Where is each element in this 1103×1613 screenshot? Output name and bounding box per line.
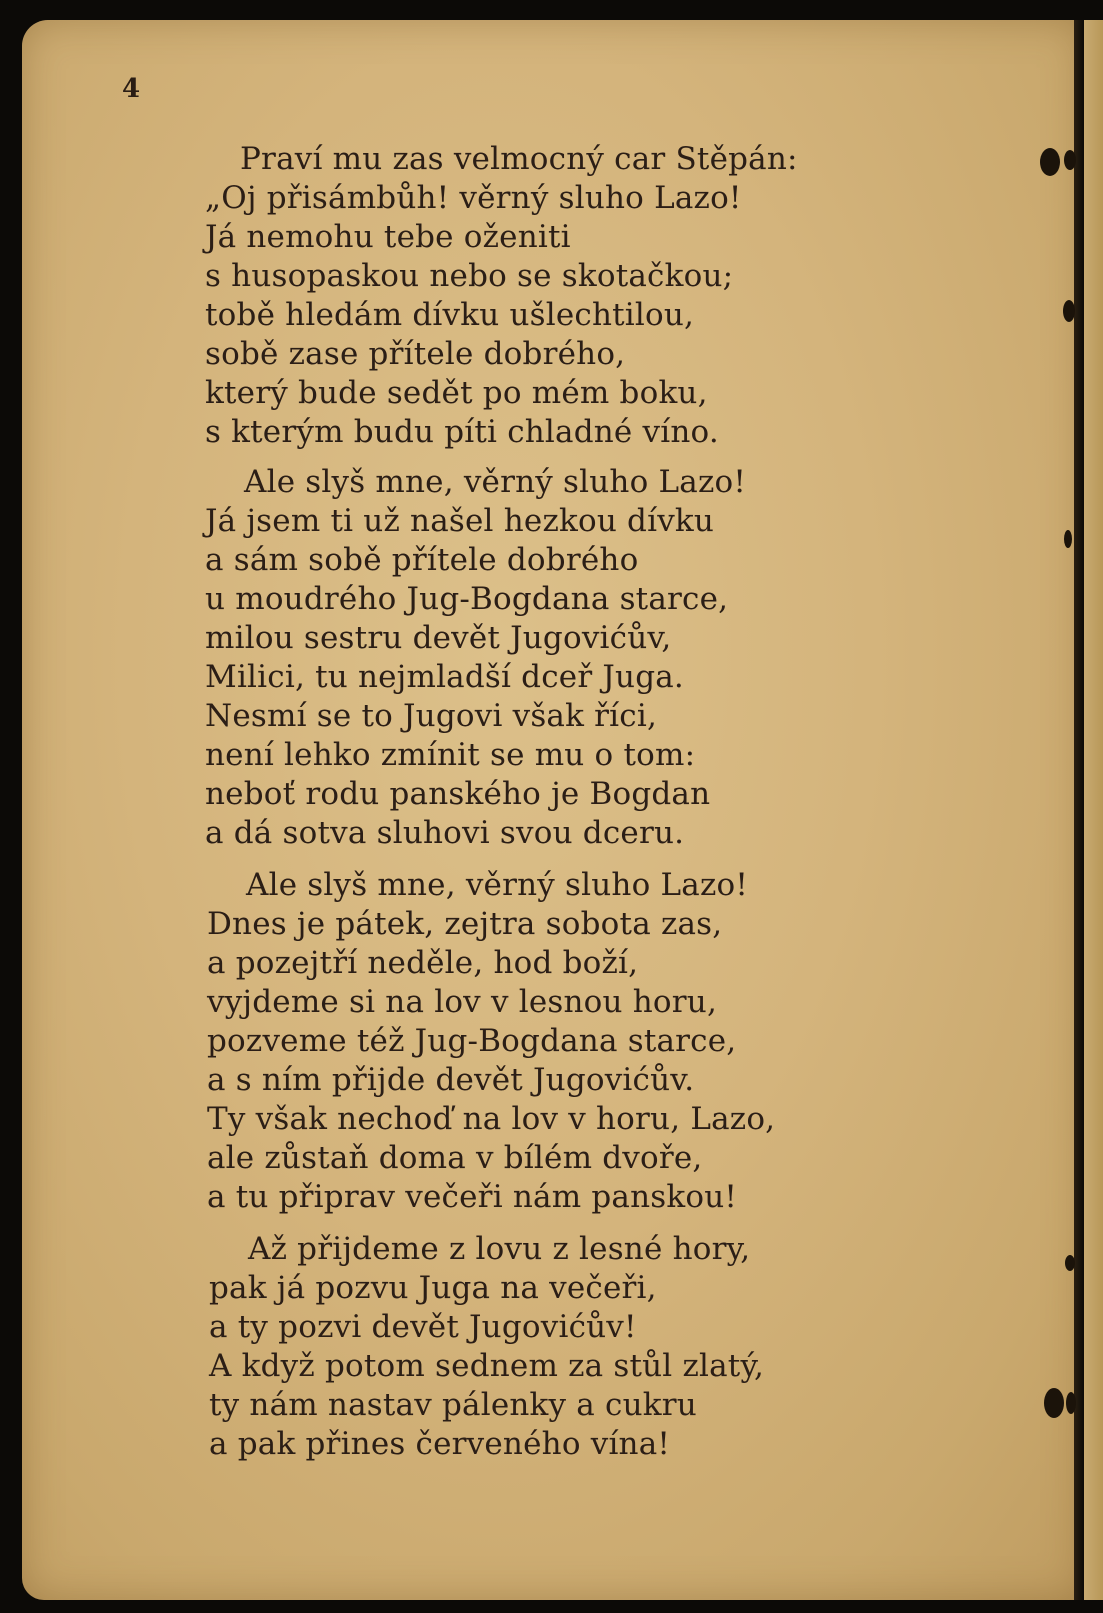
poem-line: a tu připrav večeři nám panskou!	[207, 1179, 738, 1215]
binding-spine	[1074, 20, 1084, 1600]
ink-blot	[1040, 148, 1060, 176]
poem-line: vyjdeme si na lov v lesnou horu,	[207, 984, 717, 1020]
ink-blot	[1066, 1392, 1076, 1414]
poem-line: který bude sedět po mém boku,	[205, 375, 708, 411]
poem-line: Já nemohu tebe oženiti	[205, 219, 571, 255]
poem-line: sobě zase přítele dobrého,	[205, 336, 626, 372]
poem-line: Ty však nechoď na lov v horu, Lazo,	[207, 1101, 776, 1137]
poem-line: s husopaskou nebo se skotačkou;	[205, 258, 734, 294]
poem-line: Dnes je pátek, zejtra sobota zas,	[207, 906, 723, 942]
poem-line: ty nám nastav pálenky a cukru	[209, 1387, 697, 1423]
poem-line: a s ním přijde devět Jugovićův.	[207, 1062, 695, 1098]
poem-line: A když potom sednem za stůl zlatý,	[209, 1348, 765, 1384]
poem-line: Já jsem ti už našel hezkou dívku	[205, 503, 715, 539]
poem-line: pozveme též Jug-Bogdana starce,	[207, 1023, 737, 1059]
ink-blot	[1065, 1255, 1075, 1271]
ink-blot	[1063, 300, 1075, 322]
poem-line: a sám sobě přítele dobrého	[205, 542, 639, 578]
poem-line: Praví mu zas velmocný car Stěpán:	[240, 141, 798, 177]
poem-line: není lehko zmínit se mu o tom:	[205, 737, 696, 773]
poem-line: a dá sotva sluhovi svou dceru.	[205, 815, 685, 851]
poem-line: pak já pozvu Juga na večeři,	[209, 1270, 657, 1306]
ink-blot	[1064, 530, 1072, 548]
poem-line: Ale slyš mne, věrný sluho Lazo!	[244, 464, 747, 500]
poem-line: u moudrého Jug-Bogdana starce,	[205, 581, 729, 617]
poem-line: s kterým budu píti chladné víno.	[205, 414, 719, 450]
poem-line: neboť rodu panského je Bogdan	[205, 776, 711, 812]
page-number: 4	[122, 74, 141, 104]
poem-line: Milici, tu nejmladší dceř Juga.	[205, 659, 684, 695]
poem-line: milou sestru devět Jugovićův,	[205, 620, 672, 656]
poem-line: Nesmí se to Jugovi však říci,	[205, 698, 658, 734]
ink-blot	[1044, 1388, 1064, 1418]
poem-line: a pozejtří neděle, hod boží,	[207, 945, 639, 981]
poem-line: tobě hledám dívku ušlechtilou,	[205, 297, 695, 333]
poem-line: a pak přines červeného vína!	[209, 1426, 671, 1462]
poem-line: Ale slyš mne, věrný sluho Lazo!	[246, 867, 749, 903]
poem-line: ale zůstaň doma v bílém dvoře,	[207, 1140, 703, 1176]
poem-line: a ty pozvi devět Jugovićův!	[209, 1309, 637, 1345]
poem-line: Až přijdeme z lovu z lesné hory,	[248, 1231, 751, 1267]
poem-line: „Oj přisámbůh! věrný sluho Lazo!	[205, 180, 742, 216]
next-page-edge	[1084, 20, 1103, 1600]
ink-blot	[1064, 150, 1076, 170]
